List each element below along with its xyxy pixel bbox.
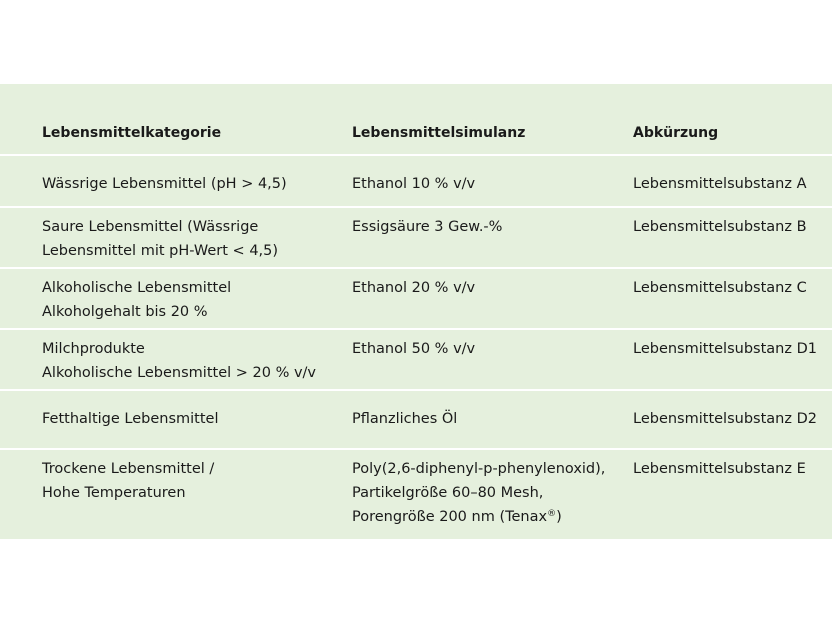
simulant-line: Ethanol 20 % v/v [352,280,476,296]
row-category [42,215,278,263]
row-abbreviation: Lebensmittelsubstanz E [633,461,806,477]
table-row [0,208,832,269]
row-abbreviation: Lebensmittelsubstanz D2 [633,411,817,427]
simulant-line: Poly(2,6-diphenyl-p-phenylenoxid), [352,461,606,477]
category-line: Trockene Lebensmittel / [42,461,215,477]
simulant-line: Partikelgröße 60–80 Mesh, [352,485,544,501]
simulant-suffix: ) [556,509,562,525]
row-simulant [352,407,457,431]
table-header-row [0,84,832,156]
category-line: Milchprodukte [42,341,145,357]
row-category [42,172,287,196]
row-category [42,276,231,324]
table-row [0,330,832,391]
row-category [42,407,218,431]
category-line: Saure Lebensmittel (Wässrige [42,219,259,235]
header-abbreviation: Abkürzung [633,125,719,141]
registered-trademark: ® [547,509,557,519]
category-line: Hohe Temperaturen [42,485,186,501]
simulant-line: Pflanzliches Öl [352,411,458,427]
table-row [0,391,832,450]
simulant-text: Porengröße 200 nm (Tenax [352,509,548,525]
simulant-line [352,505,605,529]
category-line: Alkoholische Lebensmittel [42,280,232,296]
header-category: Lebensmittelkategorie [42,125,222,141]
header-simulant: Lebensmittelsimulanz [352,125,526,141]
row-simulant [352,457,605,529]
category-line: Lebensmittel mit pH-Wert < 4,5) [42,243,279,259]
category-line: Wässrige Lebensmittel (pH > 4,5) [42,176,287,192]
row-abbreviation: Lebensmittelsubstanz C [633,280,807,296]
table-row [0,156,832,208]
category-line: Alkoholgehalt bis 20 % [42,304,208,320]
category-line: Fetthaltige Lebensmittel [42,411,219,427]
row-abbreviation: Lebensmittelsubstanz A [633,176,807,192]
row-simulant [352,337,475,361]
table-row [0,450,832,539]
row-simulant [352,172,475,196]
row-abbreviation: Lebensmittelsubstanz B [633,219,807,235]
category-line: Alkoholische Lebensmittel > 20 % v/v [42,365,317,381]
table-row [0,269,832,330]
simulant-line: Essigsäure 3 Gew.-% [352,219,503,235]
row-simulant [352,215,502,239]
row-category [42,337,316,385]
row-category [42,457,214,505]
row-simulant [352,276,475,300]
simulant-line: Ethanol 50 % v/v [352,341,476,357]
row-abbreviation: Lebensmittelsubstanz D1 [633,341,817,357]
food-simulant-table [0,84,832,539]
simulant-line: Ethanol 10 % v/v [352,176,476,192]
